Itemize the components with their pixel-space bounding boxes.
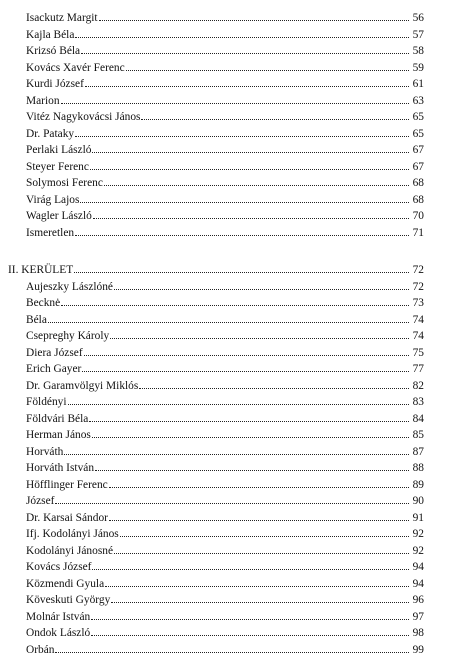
entry-page-number: 90 <box>412 495 424 507</box>
entry-page-number: 94 <box>412 561 424 573</box>
entry-page-number: 68 <box>412 177 424 189</box>
dot-leader <box>109 478 409 488</box>
dot-leader <box>68 395 409 405</box>
entry-name: Horváth István <box>26 462 95 474</box>
dot-leader <box>139 379 409 389</box>
toc-entry <box>26 527 424 542</box>
toc-entry <box>26 209 424 224</box>
entry-page-number: 96 <box>412 594 424 606</box>
toc-entry <box>26 44 424 59</box>
toc-entry <box>26 346 424 361</box>
entry-name: Kovács Xavér Ferenc <box>26 62 125 74</box>
dot-leader <box>55 494 409 504</box>
entry-name: Földvári Béla <box>26 413 89 425</box>
toc-entry <box>26 160 424 175</box>
toc-entry <box>26 296 424 311</box>
entry-name: Dr. Pataky <box>26 128 75 140</box>
toc-entry <box>26 643 424 658</box>
dot-leader <box>114 544 409 554</box>
entry-page-number: 89 <box>412 479 424 491</box>
toc-entry <box>26 610 424 625</box>
entry-name: Kurdi József <box>26 78 84 90</box>
entry-name: Kovács József <box>26 561 92 573</box>
entry-page-number: 61 <box>412 78 424 90</box>
toc-entry <box>26 11 424 26</box>
toc-entry <box>26 478 424 493</box>
entry-page-number: 84 <box>412 413 424 425</box>
dot-leader <box>89 412 409 422</box>
toc-entry <box>26 127 424 142</box>
toc-entry <box>26 544 424 559</box>
entry-page-number: 57 <box>412 29 424 41</box>
entry-name: Perlaki László <box>26 144 92 156</box>
dot-leader <box>75 127 409 137</box>
entry-page-number: 68 <box>412 194 424 206</box>
dot-leader <box>95 461 409 471</box>
entry-page-number: 56 <box>412 12 424 24</box>
toc-entry <box>26 593 424 608</box>
dot-leader <box>64 445 409 455</box>
entry-name: Ifj. Kodolányi János <box>26 528 119 540</box>
toc-entry <box>26 395 424 410</box>
entry-page-number: 99 <box>412 644 424 656</box>
entry-page-number: 75 <box>412 347 424 359</box>
entry-name: Dr. Garamvölgyi Miklós <box>26 380 139 392</box>
dot-leader <box>85 77 409 87</box>
dot-leader <box>111 593 409 603</box>
entry-page-number: 82 <box>412 380 424 392</box>
entry-page-number: 74 <box>412 314 424 326</box>
section-title: II. KERÜLET <box>8 264 74 276</box>
entry-name: Molnár István <box>26 611 91 623</box>
toc-entry <box>26 143 424 158</box>
dot-leader <box>114 280 409 290</box>
entry-name: Közmendi Gyula <box>26 578 105 590</box>
entry-page-number: 65 <box>412 128 424 140</box>
toc-entry <box>26 28 424 43</box>
section-page-number: 72 <box>412 264 424 276</box>
entry-name: Földényi <box>26 396 67 408</box>
dot-leader <box>82 362 409 372</box>
entry-name: Vitéz Nagykovácsi János <box>26 111 141 123</box>
entry-page-number: 94 <box>412 578 424 590</box>
entry-page-number: 92 <box>412 528 424 540</box>
entry-name: Kodolányi Jánosné <box>26 545 113 557</box>
entry-page-number: 63 <box>412 95 424 107</box>
entry-page-number: 70 <box>412 210 424 222</box>
toc-entry <box>26 577 424 592</box>
entry-name: Becknė <box>26 297 61 309</box>
dot-leader <box>92 143 409 153</box>
entry-page-number: 83 <box>412 396 424 408</box>
toc-entry <box>26 94 424 109</box>
dot-leader <box>61 94 409 104</box>
toc-entry <box>26 494 424 509</box>
toc-entry <box>26 362 424 377</box>
entry-name: Béla <box>26 314 47 326</box>
dot-leader <box>55 643 409 653</box>
toc-entry <box>26 77 424 92</box>
toc-entry <box>26 313 424 328</box>
dot-leader <box>91 610 409 620</box>
entry-name: Diera József <box>26 347 83 359</box>
toc-entry <box>26 226 424 241</box>
entry-page-number: 72 <box>412 281 424 293</box>
entry-page-number: 87 <box>412 446 424 458</box>
toc-entry <box>26 461 424 476</box>
entry-name: Ondok László <box>26 627 91 639</box>
dot-leader <box>75 226 409 236</box>
dot-leader <box>75 28 409 38</box>
dot-leader <box>120 527 409 537</box>
entry-page-number: 91 <box>412 512 424 524</box>
entry-name: Ismeretlen <box>26 227 75 239</box>
entry-page-number: 65 <box>412 111 424 123</box>
entry-page-number: 67 <box>412 161 424 173</box>
entry-name: Krizsó Béla <box>26 45 81 57</box>
dot-leader <box>81 44 409 54</box>
dot-leader <box>61 296 409 306</box>
entry-name: Herman János <box>26 429 91 441</box>
entry-page-number: 67 <box>412 144 424 156</box>
entry-name: Steyer Ferenc <box>26 161 89 173</box>
entry-page-number: 92 <box>412 545 424 557</box>
toc-entry <box>26 560 424 575</box>
toc-entry <box>26 193 424 208</box>
entry-page-number: 85 <box>412 429 424 441</box>
dot-leader <box>93 209 409 219</box>
dot-leader <box>126 61 409 71</box>
entry-page-number: 88 <box>412 462 424 474</box>
entry-name: Aujeszky Lászlóné <box>26 281 113 293</box>
toc-entry <box>26 428 424 443</box>
entry-name: Isackutz Margit <box>26 12 98 24</box>
entry-name: Virág Lajos <box>26 194 80 206</box>
entry-page-number: 74 <box>412 330 424 342</box>
entry-name: Kajla Béla <box>26 29 75 41</box>
entry-name: Dr. Karsai Sándor <box>26 512 108 524</box>
dot-leader <box>99 11 409 21</box>
entry-name: Wagler László <box>26 210 92 222</box>
entry-name: József <box>26 495 55 507</box>
dot-leader <box>104 176 409 186</box>
dot-leader <box>92 428 409 438</box>
entry-name: Orbán <box>26 644 55 656</box>
entry-page-number: 77 <box>412 363 424 375</box>
entry-name: Höfflinger Ferenc <box>26 479 108 491</box>
dot-leader <box>48 313 409 323</box>
toc-entry <box>26 280 424 295</box>
entry-page-number: 59 <box>412 62 424 74</box>
entry-page-number: 73 <box>412 297 424 309</box>
dot-leader <box>91 626 409 636</box>
entry-name: Horváth <box>26 446 64 458</box>
dot-leader <box>90 160 409 170</box>
entry-name: Csepreghy Károly <box>26 330 110 342</box>
toc-entry <box>26 61 424 76</box>
toc-entry <box>26 176 424 191</box>
toc-entry <box>26 511 424 526</box>
entry-name: Erich Gayer <box>26 363 82 375</box>
dot-leader <box>109 511 409 521</box>
toc-entry <box>26 445 424 460</box>
toc-entry <box>26 329 424 344</box>
entry-page-number: 98 <box>412 627 424 639</box>
dot-leader <box>92 560 409 570</box>
entry-name: Solymosi Ferenc <box>26 177 103 189</box>
toc-entry <box>26 626 424 641</box>
toc-entry <box>26 110 424 125</box>
entry-name: Köveskuti György <box>26 594 111 606</box>
entry-page-number: 97 <box>412 611 424 623</box>
dot-leader <box>80 193 409 203</box>
entry-page-number: 58 <box>412 45 424 57</box>
dot-leader <box>105 577 409 587</box>
entry-page-number: 71 <box>412 227 424 239</box>
toc-entry <box>26 412 424 427</box>
dot-leader <box>110 329 409 339</box>
toc-entry <box>26 379 424 394</box>
dot-leader <box>84 346 409 356</box>
entry-name: Marion <box>26 95 60 107</box>
dot-leader <box>141 110 409 120</box>
dot-leader <box>74 263 409 273</box>
section-heading <box>8 263 424 278</box>
